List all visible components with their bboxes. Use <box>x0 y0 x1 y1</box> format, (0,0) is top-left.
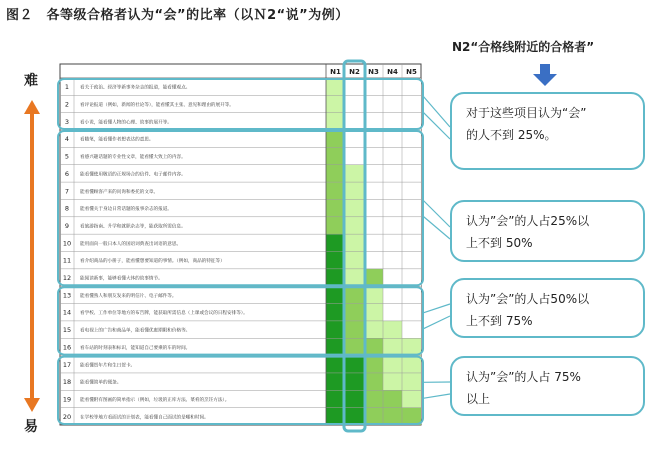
cell-r13-n5 <box>402 286 421 303</box>
difficulty-arrow-down-icon <box>24 398 40 412</box>
cell-r11-n3 <box>364 252 383 269</box>
row-text: 能用面向一般日本人的国语词典查出词语的意思。 <box>80 241 182 247</box>
cell-r17-n1 <box>326 356 345 373</box>
callout-connector <box>423 394 450 398</box>
callout-2-line1: 认为”会”的人占25%以 <box>466 214 590 228</box>
cell-r6-n4 <box>383 165 402 182</box>
cell-r4-n1 <box>326 130 345 147</box>
cell-r18-n2 <box>345 373 364 390</box>
callout-50-to-75 <box>450 278 645 338</box>
cell-r17-n4 <box>383 356 402 373</box>
cell-r17-n3 <box>364 356 383 373</box>
cell-r15-n3 <box>364 321 383 338</box>
cell-r18-n5 <box>402 373 421 390</box>
row-number: 13 <box>62 291 72 300</box>
callout-1-line2: 的人不到 25%。 <box>466 128 557 142</box>
cell-r9-n4 <box>383 217 402 234</box>
row-number: 15 <box>62 326 72 335</box>
row-number: 2 <box>64 100 70 109</box>
cell-r16-n5 <box>402 338 421 355</box>
cell-r8-n5 <box>402 199 421 216</box>
cell-r12-n5 <box>402 269 421 286</box>
row-text: 在学校等地方看面试的计划表，能看懂自己面试的是哪和时间。 <box>80 415 209 421</box>
row-number: 3 <box>64 117 70 126</box>
column-header-n5: N5 <box>406 68 417 76</box>
cell-r13-n4 <box>383 286 402 303</box>
row-text: 看介绍商品的小册子，能看懂想要知道的事情。（例如，商品的特征等） <box>80 259 225 265</box>
cell-r16-n3 <box>364 338 383 355</box>
row-text: 看感兴趣话题的专业性文章，能看懂大致上的内容。 <box>80 155 186 161</box>
cell-r6-n3 <box>364 165 383 182</box>
cell-r9-n2 <box>345 217 364 234</box>
cell-r10-n1 <box>326 234 345 251</box>
row-text: 能阅读新事，能够看懂大体的故事情节。 <box>80 276 163 282</box>
cell-r3-n4 <box>383 113 402 130</box>
callout-connector <box>423 96 450 127</box>
cell-r4-n4 <box>383 130 402 147</box>
row-number: 1 <box>64 83 70 92</box>
callout-4-line1: 认为”会”的人占 75% <box>466 370 581 384</box>
row-number: 17 <box>62 360 72 369</box>
row-text: 看评论报道（例如，新闻的社论等），能看懂其主张、意见和理由的展开等。 <box>80 103 234 109</box>
row-text: 能看懂熟人和朋友发来的明信片、电子邮件等。 <box>80 293 177 299</box>
cell-r4-n2 <box>345 130 364 147</box>
cell-r16-n2 <box>345 338 364 355</box>
row-number: 6 <box>64 169 70 178</box>
row-number: 10 <box>62 239 72 248</box>
cell-r13-n2 <box>345 286 364 303</box>
cell-r6-n2 <box>345 165 364 182</box>
callout-1-line1: 对于这些项目认为“会” <box>466 106 587 120</box>
row-number: 7 <box>64 187 70 196</box>
cell-r5-n2 <box>345 147 364 164</box>
row-number: 12 <box>62 274 72 283</box>
cell-r9-n1 <box>326 217 345 234</box>
cell-r12-n1 <box>326 269 345 286</box>
cell-r15-n2 <box>345 321 364 338</box>
cell-r5-n1 <box>326 147 345 164</box>
cell-r2-n5 <box>402 95 421 112</box>
cell-r5-n4 <box>383 147 402 164</box>
cell-r16-n1 <box>326 338 345 355</box>
cell-r3-n3 <box>364 113 383 130</box>
row-text: 看关于政治、经济等新事务杂志的报道，能看懂观点。 <box>80 85 191 91</box>
cell-r7-n4 <box>383 182 402 199</box>
cell-r18-n3 <box>364 373 383 390</box>
cell-r15-n1 <box>326 321 345 338</box>
cell-r19-n4 <box>383 390 402 407</box>
row-number: 18 <box>62 378 72 387</box>
row-number: 5 <box>64 152 70 161</box>
n2-note: N2“合格线附近的合格者” <box>452 40 595 54</box>
callout-3-line1: 认为”会”的人占50%以 <box>466 292 590 306</box>
cell-r8-n2 <box>345 199 364 216</box>
row-number: 11 <box>62 256 72 265</box>
cell-r17-n5 <box>402 356 421 373</box>
cell-r10-n4 <box>383 234 402 251</box>
row-text: 看随笔，能看懂作者想表达的意思。 <box>80 137 154 143</box>
callout-3-line2: 上不到 75% <box>466 314 533 328</box>
cell-r1-n4 <box>383 78 402 95</box>
row-text: 看电视上的广告和商品单，能看懂优惠期限和价格等。 <box>80 328 191 334</box>
cell-r12-n3 <box>364 269 383 286</box>
cell-r16-n4 <box>383 338 402 355</box>
cell-r19-n3 <box>364 390 383 407</box>
cell-r3-n2 <box>345 113 364 130</box>
page-title: 图２ 各等级合格者认为“会”的比率（以Ｎ2“说”为例） <box>6 8 349 23</box>
cell-r14-n1 <box>326 304 345 321</box>
row-number: 14 <box>62 308 72 317</box>
cell-r8-n4 <box>383 199 402 216</box>
row-number: 16 <box>62 343 72 352</box>
cell-r11-n5 <box>402 252 421 269</box>
cell-r5-n3 <box>364 147 383 164</box>
cell-r6-n1 <box>326 165 345 182</box>
cell-r14-n3 <box>364 304 383 321</box>
row-number: 8 <box>64 204 70 213</box>
cell-r13-n1 <box>326 286 345 303</box>
callout-connector <box>423 200 450 227</box>
row-text: 能看懂使用敬语的正规场合的信件、电子邮件内容。 <box>80 172 186 178</box>
callout-over-75 <box>450 356 645 416</box>
cell-r18-n4 <box>383 373 402 390</box>
cell-r2-n3 <box>364 95 383 112</box>
callout-4-line2: 以上 <box>466 392 491 406</box>
column-header-n1: N1 <box>330 68 341 76</box>
cell-r20-n2 <box>345 408 364 425</box>
difficulty-hard-label: 难 <box>24 73 38 89</box>
cell-r3-n5 <box>402 113 421 130</box>
cell-r1-n2 <box>345 78 364 95</box>
row-text: 能看懂顾客产来的问询和委托的文章。 <box>80 189 159 195</box>
cell-r15-n4 <box>383 321 402 338</box>
column-header-n2: N2 <box>349 68 360 76</box>
cell-r12-n4 <box>383 269 402 286</box>
cell-r8-n3 <box>364 199 383 216</box>
cell-r6-n5 <box>402 165 421 182</box>
cell-r4-n5 <box>402 130 421 147</box>
cell-r5-n5 <box>402 147 421 164</box>
column-header-n4: N4 <box>387 68 398 76</box>
cell-r17-n2 <box>345 356 364 373</box>
column-header-n3: N3 <box>368 68 379 76</box>
cell-r3-n1 <box>326 113 345 130</box>
cell-r12-n2 <box>345 269 364 286</box>
cell-r2-n2 <box>345 95 364 112</box>
cell-r11-n1 <box>326 252 345 269</box>
down-arrow-icon <box>533 64 557 86</box>
cell-r11-n4 <box>383 252 402 269</box>
cell-r14-n4 <box>383 304 402 321</box>
difficulty-easy-label: 易 <box>24 419 38 435</box>
row-number: 4 <box>64 135 70 144</box>
cell-r10-n5 <box>402 234 421 251</box>
cell-r7-n2 <box>345 182 364 199</box>
cell-r10-n2 <box>345 234 364 251</box>
cell-r20-n5 <box>402 408 421 425</box>
cell-r11-n2 <box>345 252 364 269</box>
row-text: 能看懂简单的便条。 <box>80 380 122 386</box>
cell-r19-n1 <box>326 390 345 407</box>
callout-connector <box>423 304 450 313</box>
cell-r18-n1 <box>326 373 345 390</box>
row-text: 看小说，能看懂人物的心理、故事的展开等。 <box>80 120 172 126</box>
cell-r14-n5 <box>402 304 421 321</box>
cell-r8-n1 <box>326 199 345 216</box>
cell-r2-n4 <box>383 95 402 112</box>
cell-r9-n3 <box>364 217 383 234</box>
cell-r19-n2 <box>345 390 364 407</box>
cell-r1-n3 <box>364 78 383 95</box>
cell-r7-n5 <box>402 182 421 199</box>
cell-r19-n5 <box>402 390 421 407</box>
row-text: 看旅游指南、升学和就职杂志等，能获取所需信息。 <box>80 224 186 230</box>
difficulty-arrow-up-icon <box>24 100 40 114</box>
row-text: 能看懂附有图画的简单指示（例如，垃圾的正库方法、菜肴的烹饪方法）。 <box>80 397 230 403</box>
cell-r4-n3 <box>364 130 383 147</box>
cell-r1-n1 <box>326 78 345 95</box>
row-number: 9 <box>64 221 70 230</box>
callout-2-line2: 上不到 50% <box>466 236 533 250</box>
cell-r15-n5 <box>402 321 421 338</box>
callout-connector <box>423 216 450 239</box>
cell-r10-n3 <box>364 234 383 251</box>
row-text: 能看懂贺年片和生日贺卡。 <box>80 363 136 369</box>
cell-r2-n1 <box>326 95 345 112</box>
callout-connector <box>423 112 450 139</box>
row-text: 看车站的时刻表和标识，能知道自己要乘的车的时间。 <box>80 345 191 351</box>
callout-connector <box>423 316 450 329</box>
cell-r20-n3 <box>364 408 383 425</box>
cell-r9-n5 <box>402 217 421 234</box>
cell-r14-n2 <box>345 304 364 321</box>
row-text: 看学校、工作单位等地方的布告牌，能获取所需信息（上课或会议的日程安排等）。 <box>80 311 248 317</box>
cell-r1-n5 <box>402 78 421 95</box>
cell-r13-n3 <box>364 286 383 303</box>
row-number: 19 <box>62 395 72 404</box>
row-number: 20 <box>62 412 72 421</box>
callout-25-to-50 <box>450 200 645 262</box>
cell-r7-n3 <box>364 182 383 199</box>
cell-r20-n4 <box>383 408 402 425</box>
callout-under-25 <box>450 92 645 170</box>
cell-r20-n1 <box>326 408 345 425</box>
cell-r7-n1 <box>326 182 345 199</box>
row-text: 能看懂关于身边日常话题的报事杂志的报道。 <box>80 207 172 213</box>
